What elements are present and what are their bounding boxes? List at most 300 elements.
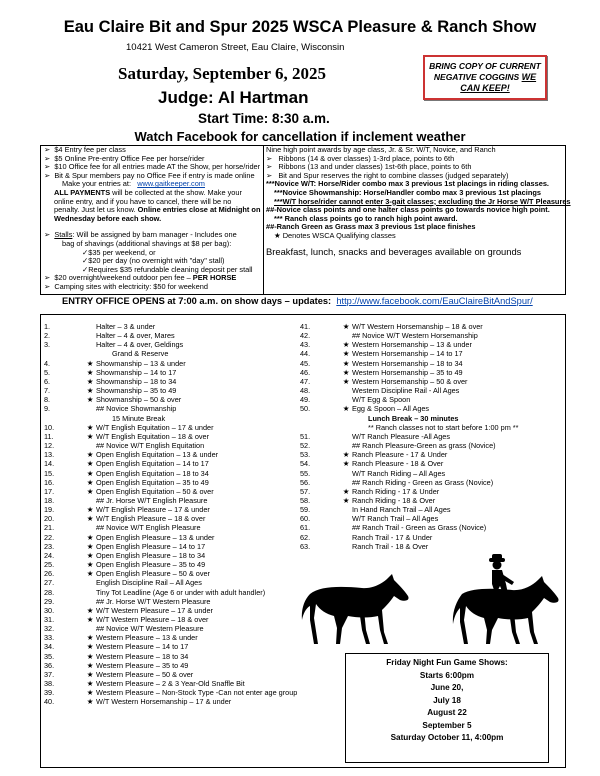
class-name: Grand & Reserve <box>112 349 169 359</box>
class-number: 47. <box>300 376 311 386</box>
class-number: 49. <box>300 395 311 405</box>
class-number: 62. <box>300 532 311 542</box>
star-spacer <box>340 469 352 478</box>
coggins-line-3: CAN KEEP! <box>460 83 510 93</box>
class-number: 57. <box>300 486 311 496</box>
class-row <box>44 423 296 432</box>
class-number: 56. <box>300 477 311 487</box>
award-rule: ***W/T horse/rider cannot enter 3-gait classes; excluding the Jr Horse W/T Pleasures <box>274 196 571 206</box>
fee-item: ➢ Bit & Spur members pay no Office Fee if entry is made online <box>44 170 255 180</box>
class-number: 25. <box>44 560 55 570</box>
class-number: 59. <box>300 505 311 515</box>
class-row <box>300 459 562 468</box>
judge-name: Judge: Al Hartman <box>158 88 309 107</box>
class-number: 46. <box>300 367 311 377</box>
star-icon: ★ <box>86 679 94 689</box>
class-number: 21. <box>44 523 55 533</box>
class-row <box>300 349 562 358</box>
class-row <box>44 652 296 661</box>
class-name: ## Novice W/T Western Pleasure <box>96 624 204 634</box>
star-spacer <box>340 514 352 523</box>
class-row <box>300 523 562 532</box>
star-icon: ★ <box>86 642 94 652</box>
star-icon: ★ <box>86 532 94 542</box>
award-item: ➢ Ribbons (13 and under classes) 1st-6th place, points to 6th <box>266 162 472 172</box>
class-list-left <box>44 322 296 707</box>
awards-intro: Nine high point awards by age class, Jr. & Sr. W/T, Novice, and Ranch <box>266 145 496 154</box>
award-rule: ##-Ranch Green as Grass max 3 previous 1st place finishes <box>266 222 476 232</box>
class-name: Halter – 4 & over, Geldings <box>96 340 184 350</box>
class-number: 28. <box>44 587 55 597</box>
class-row <box>44 533 296 542</box>
class-name: W/T Ranch Pleasure -All Ages <box>352 431 451 441</box>
class-row <box>300 441 562 450</box>
class-number: 37. <box>44 669 55 679</box>
star-icon: ★ <box>342 376 350 386</box>
class-name: ## Novice W/T Western Horsemanship <box>352 331 478 341</box>
class-number: 11. <box>44 431 54 441</box>
class-number: 54. <box>300 459 311 469</box>
star-icon: ★ <box>86 550 94 560</box>
star-spacer <box>84 624 96 633</box>
star-icon: ★ <box>86 386 94 396</box>
class-number: 36. <box>44 660 55 670</box>
class-name: Ranch Riding - 18 & Over <box>352 495 436 505</box>
star-icon: ★ <box>342 495 350 505</box>
class-name: Western Pleasure – 50 & over <box>96 669 194 679</box>
fee-item: ➢ $10 Office fee for all entries made AT the Show, per horse/rider <box>44 162 261 172</box>
class-name: Open English Pleasure – 14 to 17 <box>96 541 206 551</box>
class-name: ## Jr. Horse W/T Western Pleasure <box>96 596 211 606</box>
award-item: ➢ Bit and Spur reserves the right to combine classes (judged separately) <box>266 170 509 180</box>
class-row <box>44 661 296 670</box>
star-icon: ★ <box>342 358 350 368</box>
class-row <box>300 414 562 423</box>
class-name: W/T English Equitation – 18 & over <box>96 431 210 441</box>
class-row <box>300 340 562 349</box>
class-name: Showmanship – 35 to 49 <box>96 386 177 396</box>
class-name: W/T Western Pleasure – 17 & under <box>96 605 213 615</box>
class-number: 44. <box>300 349 311 359</box>
class-number: 40. <box>44 697 55 707</box>
class-number: 5. <box>44 367 51 377</box>
class-name: Western Pleasure – 14 to 17 <box>96 642 189 652</box>
class-row <box>44 459 296 468</box>
star-spacer <box>340 542 352 551</box>
star-icon: ★ <box>86 633 94 643</box>
class-name: Open English Pleasure – 18 to 34 <box>96 550 206 560</box>
class-number: 26. <box>44 569 55 579</box>
class-name: W/T Egg & Spoon <box>352 395 411 405</box>
class-row <box>44 606 296 615</box>
class-number: 2. <box>44 331 51 341</box>
star-icon: ★ <box>342 459 350 469</box>
stall-option: ✓Requires $35 refundable cleaning deposit per stall <box>82 264 253 274</box>
class-row <box>44 450 296 459</box>
class-number: 14. <box>44 459 55 469</box>
show-address: 10421 West Cameron Street, Eau Claire, Wisconsin <box>126 42 345 53</box>
star-icon: ★ <box>86 358 94 368</box>
star-spacer <box>340 478 352 487</box>
coggins-line-1: BRING COPY OF CURRENT <box>429 61 541 71</box>
class-name: Western Pleasure – 2 & 3 Year-Old Snaffle Bit <box>96 679 245 689</box>
class-name: Open English Equitation – 13 & under <box>96 450 219 460</box>
coggins-notice-box <box>423 55 547 100</box>
entries-line: Make your entries at: www.gaitkeeper.com <box>62 179 205 189</box>
class-number: 7. <box>44 386 51 396</box>
class-list-right <box>300 322 562 551</box>
class-number: 27. <box>44 578 55 588</box>
coggins-line-2: NEGATIVE COGGINS WE <box>433 72 537 82</box>
class-row <box>300 487 562 496</box>
entry-office-line: ENTRY OFFICE OPENS at 7:00 a.m. on show days – updates: http://www.facebook.com/EauClaireBitAndSpur/ <box>62 296 533 306</box>
class-row <box>44 523 296 532</box>
class-row <box>44 469 296 478</box>
class-row <box>300 469 562 478</box>
star-icon: ★ <box>86 697 94 707</box>
stalls-line: bag of shavings (additional shavings at $8 per bag): <box>62 238 232 248</box>
class-name: ** Ranch classes not to start before 1:00 pm ** <box>368 422 519 432</box>
star-icon: ★ <box>86 486 94 496</box>
class-name: Open English Equitation – 18 to 34 <box>96 468 209 478</box>
class-row <box>300 432 562 441</box>
class-name: Western Pleasure – Non-Stock Type -Can not enter age group <box>96 688 298 698</box>
star-icon: ★ <box>342 367 350 377</box>
class-name: ## Jr. Horse W/T English Pleasure <box>96 495 208 505</box>
class-row <box>300 542 562 551</box>
friday-line: June 20, <box>430 683 464 692</box>
class-row <box>300 377 562 386</box>
award-rule: *** Ranch class points go to ranch high point award. <box>274 213 458 223</box>
class-row <box>44 578 296 587</box>
class-name: Showmanship – 13 & under <box>96 358 186 368</box>
class-number: 30. <box>44 605 55 615</box>
class-row <box>44 551 296 560</box>
class-name: W/T Western Horsemanship – 17 & under <box>96 697 232 707</box>
horse-rider-silhouette <box>452 554 564 646</box>
star-icon: ★ <box>86 422 94 432</box>
star-icon: ★ <box>86 505 94 515</box>
horse-silhouette <box>300 572 412 646</box>
class-name: Showmanship – 18 to 34 <box>96 376 177 386</box>
class-number: 23. <box>44 541 55 551</box>
class-row <box>44 432 296 441</box>
star-icon: ★ <box>342 322 350 331</box>
class-number: 51. <box>300 431 311 441</box>
class-name: ## Ranch Pleasure-Green as grass (Novice) <box>352 441 496 451</box>
class-row <box>44 414 296 423</box>
coggins-we: WE <box>521 72 537 82</box>
friday-line: August 22 <box>427 708 467 717</box>
star-icon: ★ <box>86 651 94 661</box>
star-icon: ★ <box>86 569 94 579</box>
class-name: Tiny Tot Leadline (Age 6 or under with adult handler) <box>96 587 266 597</box>
stall-option: ✓$20 per day (no overnight with "day" stall) <box>82 256 225 266</box>
weather-notice: Watch Facebook for cancellation if inclement weather <box>134 129 466 144</box>
class-row <box>44 615 296 624</box>
gaitkeeper-link[interactable]: www.gaitkeeper.com <box>137 179 205 189</box>
class-row <box>44 377 296 386</box>
star-spacer <box>340 386 352 395</box>
star-icon: ★ <box>86 669 94 679</box>
friday-title: Friday Night Fun Game Shows: <box>386 658 508 667</box>
class-name: W/T English Equitation – 17 & under <box>96 422 214 432</box>
class-row <box>44 624 296 633</box>
star-icon: ★ <box>86 431 94 441</box>
class-number: 33. <box>44 633 55 643</box>
star-icon: ★ <box>342 349 350 359</box>
class-number: 13. <box>44 450 55 460</box>
star-spacer <box>84 523 96 532</box>
class-name: Egg & Spoon – All Ages <box>352 404 430 414</box>
star-icon: ★ <box>86 514 94 524</box>
class-number: 20. <box>44 514 55 524</box>
star-spacer <box>84 496 96 505</box>
award-item: ➢ Ribbons (14 & over classes) 1-3rd place, points to 6th <box>266 153 455 163</box>
class-name: Showmanship – 14 to 17 <box>96 367 177 377</box>
class-name: W/T English Pleasure – 18 & over <box>96 514 206 524</box>
star-icon: ★ <box>86 560 94 570</box>
star-icon: ★ <box>342 340 350 350</box>
class-row <box>44 642 296 651</box>
class-name: Halter – 3 & under <box>96 322 156 331</box>
star-spacer <box>84 588 96 597</box>
star-spacer <box>340 395 352 404</box>
class-number: 15. <box>44 468 55 478</box>
class-row <box>300 505 562 514</box>
class-name: W/T Western Horsemanship – 18 & over <box>352 322 483 331</box>
friday-shows-box <box>345 653 549 763</box>
class-row <box>300 395 562 404</box>
class-number: 48. <box>300 386 311 396</box>
class-row <box>300 514 562 523</box>
star-spacer <box>84 441 96 450</box>
class-number: 17. <box>44 486 55 496</box>
show-date: Saturday, September 6, 2025 <box>118 64 326 83</box>
camping: ➢ Camping sites with electricity: $50 for weekend <box>44 281 208 291</box>
star-icon: ★ <box>86 477 94 487</box>
stall-option: ✓$35 per weekend, or <box>82 247 156 257</box>
class-number: 22. <box>44 532 55 542</box>
friday-line: July 18 <box>433 695 461 705</box>
class-number: 38. <box>44 679 55 689</box>
class-row <box>300 359 562 368</box>
star-icon: ★ <box>86 468 94 478</box>
class-name: ## Novice Showmanship <box>96 404 177 414</box>
class-number: 18. <box>44 495 55 505</box>
friday-line: September 5 <box>422 720 472 730</box>
class-name: Open English Pleasure – 35 to 49 <box>96 560 206 570</box>
class-name: Western Discipline Rail - All Ages <box>352 386 460 396</box>
fee-item: ➢ $4 Entry fee per class <box>44 145 126 154</box>
star-spacer <box>340 441 352 450</box>
class-number: 43. <box>300 340 311 350</box>
star-spacer <box>340 523 352 532</box>
star-icon: ★ <box>86 660 94 670</box>
star-icon: ★ <box>86 459 94 469</box>
class-name: Ranch Trail - 18 & Over <box>352 541 429 551</box>
class-row <box>44 404 296 413</box>
star-icon: ★ <box>86 450 94 460</box>
class-row <box>44 569 296 578</box>
facebook-link[interactable]: http://www.facebook.com/EauClaireBitAndSpur/ <box>336 296 533 306</box>
star-icon: ★ <box>86 395 94 405</box>
star-icon: ★ <box>342 486 350 496</box>
class-name: Western Horsemanship – 50 & over <box>352 376 468 386</box>
star-spacer <box>84 322 96 331</box>
class-row <box>300 322 562 331</box>
class-row <box>44 505 296 514</box>
class-name: ## Ranch Riding - Green as Grass (Novice) <box>352 477 494 487</box>
class-name: Open English Equitation – 14 to 17 <box>96 459 209 469</box>
class-name: Western Horsemanship – 14 to 17 <box>352 349 463 359</box>
page-title: Eau Claire Bit and Spur 2025 WSCA Pleasure & Ranch Show <box>63 18 537 36</box>
star-icon: ★ <box>86 688 94 698</box>
star-spacer <box>84 597 96 606</box>
class-number: 32. <box>44 624 55 634</box>
class-name: Western Pleasure – 13 & under <box>96 633 198 643</box>
class-name: Lunch Break – 30 minutes <box>368 413 459 423</box>
class-row <box>44 588 296 597</box>
star-spacer <box>84 331 96 340</box>
class-number: 45. <box>300 358 311 368</box>
class-number: 41. <box>300 322 311 331</box>
class-number: 9. <box>44 404 51 414</box>
payments-line: penalty. Just let us know. Online entries close at Midnight on <box>54 205 261 215</box>
class-row <box>44 670 296 679</box>
class-number: 29. <box>44 596 55 606</box>
star-icon: ★ <box>342 404 350 414</box>
class-number: 34. <box>44 642 55 652</box>
class-name: Ranch Riding - 17 & Under <box>352 486 440 496</box>
class-row <box>44 633 296 642</box>
class-name: English Discipline Rail – All Ages <box>96 578 202 588</box>
award-rule: ***Novice W/T: Horse/Rider combo max 3 previous 1st placings in riding classes. <box>266 179 549 189</box>
class-name: W/T Ranch Trail – All Ages <box>352 514 439 524</box>
class-name: Ranch Pleasure - 17 & Under <box>352 450 448 460</box>
class-number: 61. <box>300 523 311 533</box>
class-row <box>44 340 296 349</box>
class-row <box>44 560 296 569</box>
class-row <box>44 441 296 450</box>
class-number: 60. <box>300 514 311 524</box>
star-icon: ★ <box>86 367 94 377</box>
class-row <box>44 697 296 706</box>
class-number: 31. <box>44 615 55 624</box>
class-row <box>44 487 296 496</box>
class-number: 1. <box>44 322 51 331</box>
award-rule: ***Novice Showmanship: Horse/Handler combo max 3 previous 1st placings <box>274 187 541 197</box>
class-number: 42. <box>300 331 311 341</box>
star-icon: ★ <box>86 605 94 615</box>
class-name: Western Pleasure – 18 to 34 <box>96 651 189 661</box>
class-row <box>44 688 296 697</box>
payments-line: Wednesday before each show. <box>54 213 162 223</box>
class-number: 39. <box>44 688 55 698</box>
class-row <box>44 679 296 688</box>
friday-line: Starts 6:00pm <box>419 670 475 680</box>
class-row <box>44 368 296 377</box>
friday-line: Saturday October 11, 4:00pm <box>390 733 504 742</box>
class-name: W/T Ranch Riding – All Ages <box>352 468 446 478</box>
pen-fee: ➢ $20 overnight/weekend outdoor pen fee – PER HORSE <box>44 273 237 283</box>
fee-item: ➢ $5 Online Pre-entry Office Fee per horse/rider <box>44 153 205 163</box>
class-row <box>44 386 296 395</box>
class-name: W/T Western Pleasure – 18 & over <box>96 615 209 624</box>
class-name: Western Horsemanship – 35 to 49 <box>352 367 463 377</box>
class-number: 12. <box>44 441 55 451</box>
star-icon: ★ <box>342 450 350 460</box>
food-note: Breakfast, lunch, snacks and beverages available on grounds <box>266 245 522 257</box>
wsca-note: ★ Denotes WSCA Qualifying classes <box>274 230 396 240</box>
star-icon: ★ <box>86 376 94 386</box>
class-row <box>300 404 562 413</box>
class-row <box>44 331 296 340</box>
class-name: ## Ranch Trail - Green as Grass (Novice) <box>352 523 487 533</box>
class-row <box>44 322 296 331</box>
class-row <box>300 533 562 542</box>
class-name: Showmanship – 50 & over <box>96 395 182 405</box>
class-row <box>300 331 562 340</box>
class-name: W/T English Pleasure – 17 & under <box>96 505 210 515</box>
class-row <box>300 423 562 432</box>
class-name: Open English Equitation – 35 to 49 <box>96 477 209 487</box>
class-row <box>300 496 562 505</box>
start-time: Start Time: 8:30 a.m. <box>198 111 330 126</box>
star-spacer <box>340 432 352 441</box>
class-row <box>44 514 296 523</box>
star-spacer <box>340 505 352 514</box>
class-row <box>300 386 562 395</box>
class-name: Western Pleasure – 35 to 49 <box>96 660 189 670</box>
class-name: Western Horsemanship – 13 & under <box>352 340 472 350</box>
class-number: 4. <box>44 358 51 368</box>
class-number: 3. <box>44 340 51 350</box>
class-row <box>300 478 562 487</box>
class-number: 63. <box>300 541 311 551</box>
class-name: Western Horsemanship – 18 to 34 <box>352 358 463 368</box>
award-rule: ##-Novice class points and one halter class points go towards novice high point. <box>266 205 550 215</box>
star-spacer <box>84 340 96 349</box>
star-icon: ★ <box>274 230 281 240</box>
class-number: 16. <box>44 477 55 487</box>
awards-section <box>266 145 571 257</box>
star-icon: ★ <box>86 615 94 624</box>
star-spacer <box>84 404 96 413</box>
class-number: 6. <box>44 376 51 386</box>
class-row <box>44 395 296 404</box>
fees-section <box>44 146 262 292</box>
class-name: Open English Pleasure – 50 & over <box>96 569 210 579</box>
class-number: 24. <box>44 550 55 560</box>
class-name: Ranch Trail - 17 & Under <box>352 532 433 542</box>
payments-line: online entry, and if you have to cancel, there will be no <box>54 196 232 206</box>
class-number: 55. <box>300 468 311 478</box>
class-number: 8. <box>44 395 51 405</box>
class-number: 50. <box>300 404 311 414</box>
class-name: 15 Minute Break <box>112 413 166 423</box>
class-number: 53. <box>300 450 311 460</box>
class-row <box>44 496 296 505</box>
class-name: Ranch Pleasure - 18 & Over <box>352 459 444 469</box>
class-name: Open English Equitation – 50 & over <box>96 486 214 496</box>
class-name: Open English Pleasure – 13 & under <box>96 532 215 542</box>
class-row <box>44 542 296 551</box>
star-spacer <box>84 578 96 587</box>
class-number: 10. <box>44 422 55 432</box>
class-name: ## Novice W/T English Equitation <box>96 441 205 451</box>
stalls-line: ➢ Stalls: Will be assigned by barn manager - Includes one <box>44 230 237 240</box>
